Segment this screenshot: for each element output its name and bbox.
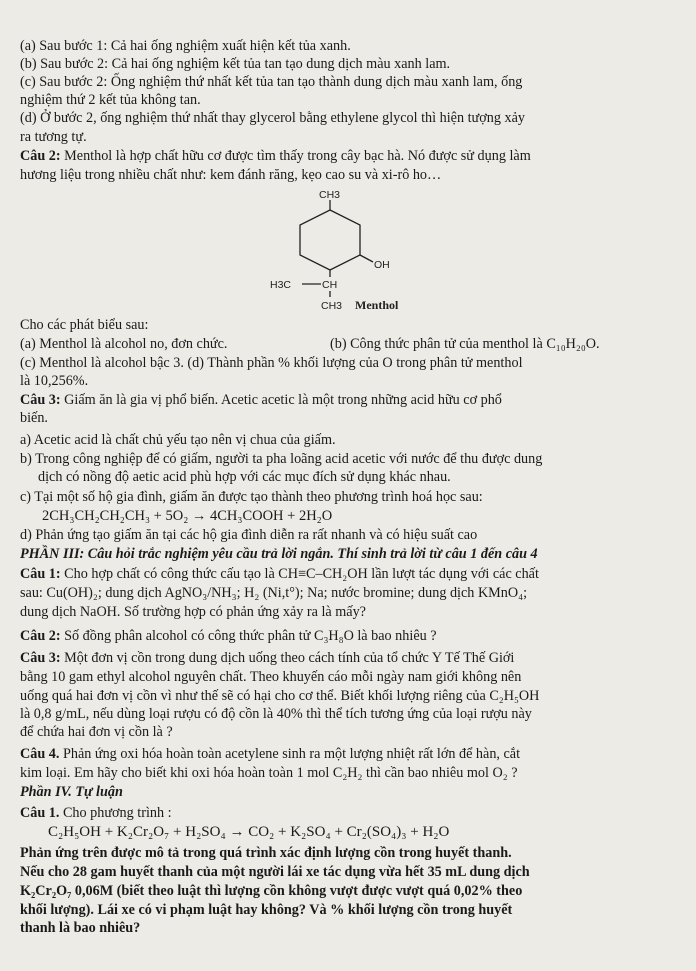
q3-text-cont: biến. (20, 410, 48, 426)
part3-heading: PHẦN III: Câu hỏi trắc nghiệm yêu cầu trả lời ngắn. Thí sinh trả lời từ câu 1 đến câu 4 (20, 546, 538, 562)
q2-text-cont: hương liệu trong nhiều chất như: kem đánh răng, kẹo cao su và xi-rô ho… (20, 167, 442, 183)
q2-label: Câu 2: (20, 148, 61, 164)
q1-option-c-cont: nghiệm thứ 2 kết tủa không tan. (20, 92, 201, 108)
p3-q3-text-cont2: uống quá hai đơn vị cồn vì như thế sẽ có hại cho cơ thể. Biết khối lượng riêng của C₂H₅OH (20, 688, 540, 704)
p3-q1-text-cont2: dung dịch NaOH. Số trường hợp có phản ứng xảy ra là mấy? (20, 604, 366, 620)
q1-option-a: (a) Sau bước 1: Cả hai ống nghiệm xuất hiện kết tủa xanh. (20, 38, 351, 54)
p3-q4-text: Câu 4. Phản ứng oxi hóa hoàn toàn acetylene sinh ra một lượng nhiệt rất lớn để hàn, cắt (20, 746, 521, 762)
q2-statement-a: (a) Menthol là alcohol no, đơn chức. (20, 336, 228, 352)
p4-text-2: Nếu cho 28 gam huyết thanh của một người lái xe tác dụng vừa hết 35 mL dung dịch (20, 864, 530, 880)
q2-statement-b: (b) Công thức phân tử của menthol là C₁₀H₂₀O. (330, 336, 600, 352)
p3-q1-text: Câu 1: Cho hợp chất có công thức cấu tạo là CH≡C–CH₂OH lần lượt tác dụng với các chất (20, 566, 539, 582)
p3-q2-text: Câu 2: Số đồng phân alcohol có công thức phân tử C₃H₈O là bao nhiêu ? (20, 628, 437, 644)
q3-statement-c: c) Tại một số hộ gia đình, giấm ăn được tạo thành theo phương trình hoá học sau: (20, 489, 483, 505)
q3-statement-b: b) Trong công nghiệp để có giấm, người ta pha loãng acid acetic với nước để thu được dung (20, 451, 543, 467)
p4-text-1: Phản ứng trên được mô tả trong quá trình xác định lượng cồn trong huyết thanh. (20, 845, 512, 861)
p3-q1-label: Câu 1: (20, 566, 61, 582)
p3-q2-label: Câu 2: (20, 628, 61, 644)
menthol-structure (255, 188, 445, 313)
q3-label: Câu 3: (20, 392, 61, 408)
q3-equation: 2CH₃CH₂CH₂CH₃ + 5O₂ → 4CH₃COOH + 2H₂O (42, 508, 333, 524)
p3-q1-text-cont1: sau: Cu(OH)₂; dung dịch AgNO₃/NH₃; H₂ (Ni,t°); Na; nước bromine; dung dịch KMnO₄; (20, 585, 528, 601)
ch-label: CH (322, 279, 338, 291)
q2-intro: Cho các phát biểu sau: (20, 317, 149, 333)
q1-option-c: (c) Sau bước 2: Ống nghiệm thứ nhất kết tủa tan tạo thành dung dịch màu xanh lam, ống (20, 74, 523, 90)
h3c-label: H3C (270, 279, 292, 291)
q3-statement-b-cont: dịch có nồng độ aetic acid phù hợp với các mục đích sử dụng khác nhau. (38, 469, 451, 485)
p4-text-4: khối lượng). Lái xe có vi phạm luật hay không? Và % khối lượng cồn trong huyết (20, 902, 513, 918)
q2-text: Câu 2: Menthol là hợp chất hữu cơ được tìm thấy trong cây bạc hà. Nó được sử dụng làm (20, 148, 531, 164)
p3-q3-text: Câu 3: Một đơn vị cồn trong dung dịch uống theo cách tính của tổ chức Y Tế Thế Giới (20, 650, 515, 666)
p3-q4-text-cont: kim loại. Em hãy cho biết khi oxi hóa hoàn toàn 1 mol C₂H₂ thì cần bao nhiêu mol O₂ ? (20, 765, 518, 781)
menthol-name: Menthol (355, 298, 399, 312)
q1-option-b: (b) Sau bước 2: Cả hai ống nghiệm kết tủa tan tạo dung dịch màu xanh lam. (20, 56, 451, 72)
q3-statement-a: a) Acetic acid là chất chủ yếu tạo nên vị chua của giấm. (20, 432, 336, 448)
q3-statement-d: d) Phản ứng tạo giấm ăn tại các hộ gia đình diễn ra rất nhanh và có hiệu suất cao (20, 527, 478, 543)
q1-option-d: (d) Ở bước 2, ống nghiệm thứ nhất thay glycerol bằng ethylene glycol thì hiện tượng xảy (20, 110, 525, 126)
part4-heading: Phần IV. Tự luận (20, 784, 123, 800)
p4-q1-label: Câu 1. (20, 805, 60, 821)
q1-option-d-cont: ra tương tự. (20, 129, 87, 145)
p4-q1-text: Câu 1. Cho phương trình : (20, 805, 172, 821)
p4-equation: C₂H₅OH + K₂Cr₂O₇ + H₂SO₄ → CO₂ + K₂SO₄ + Cr₂(SO₄)₃ + H₂O (48, 824, 450, 840)
p3-q4-label: Câu 4. (20, 746, 60, 762)
ch3-bottom-label: CH3 (321, 300, 343, 312)
oh-label: OH (374, 259, 390, 271)
ch3-top-label: CH3 (319, 189, 341, 201)
p4-text-3: K₂Cr₂O₇ 0,06M (biết theo luật thì lượng cồn không vượt được vượt quá 0,02% theo (20, 883, 523, 899)
p3-q3-label: Câu 3: (20, 650, 61, 666)
p3-q3-text-cont3: là 0,8 g/mL, nếu dùng loại rượu có độ cồn là 40% thì thể tích tương ứng của loại rượu này (20, 706, 532, 722)
p3-q3-text-cont1: bằng 10 gam ethyl alcohol nguyên chất. Theo khuyến cáo mỗi ngày nam giới không nên (20, 669, 522, 685)
p4-text-5: thanh là bao nhiêu? (20, 920, 141, 936)
q3-text: Câu 3: Giấm ăn là gia vị phổ biến. Acetic acetic là một trong những acid hữu cơ phổ (20, 392, 502, 408)
q2-statement-cd: (c) Menthol là alcohol bậc 3. (d) Thành phần % khối lượng của O trong phân tử menthol (20, 355, 523, 371)
p3-q3-text-cont4: để chứa hai đơn vị cồn là ? (20, 724, 173, 740)
q2-statement-cd-cont: là 10,256%. (20, 373, 89, 389)
